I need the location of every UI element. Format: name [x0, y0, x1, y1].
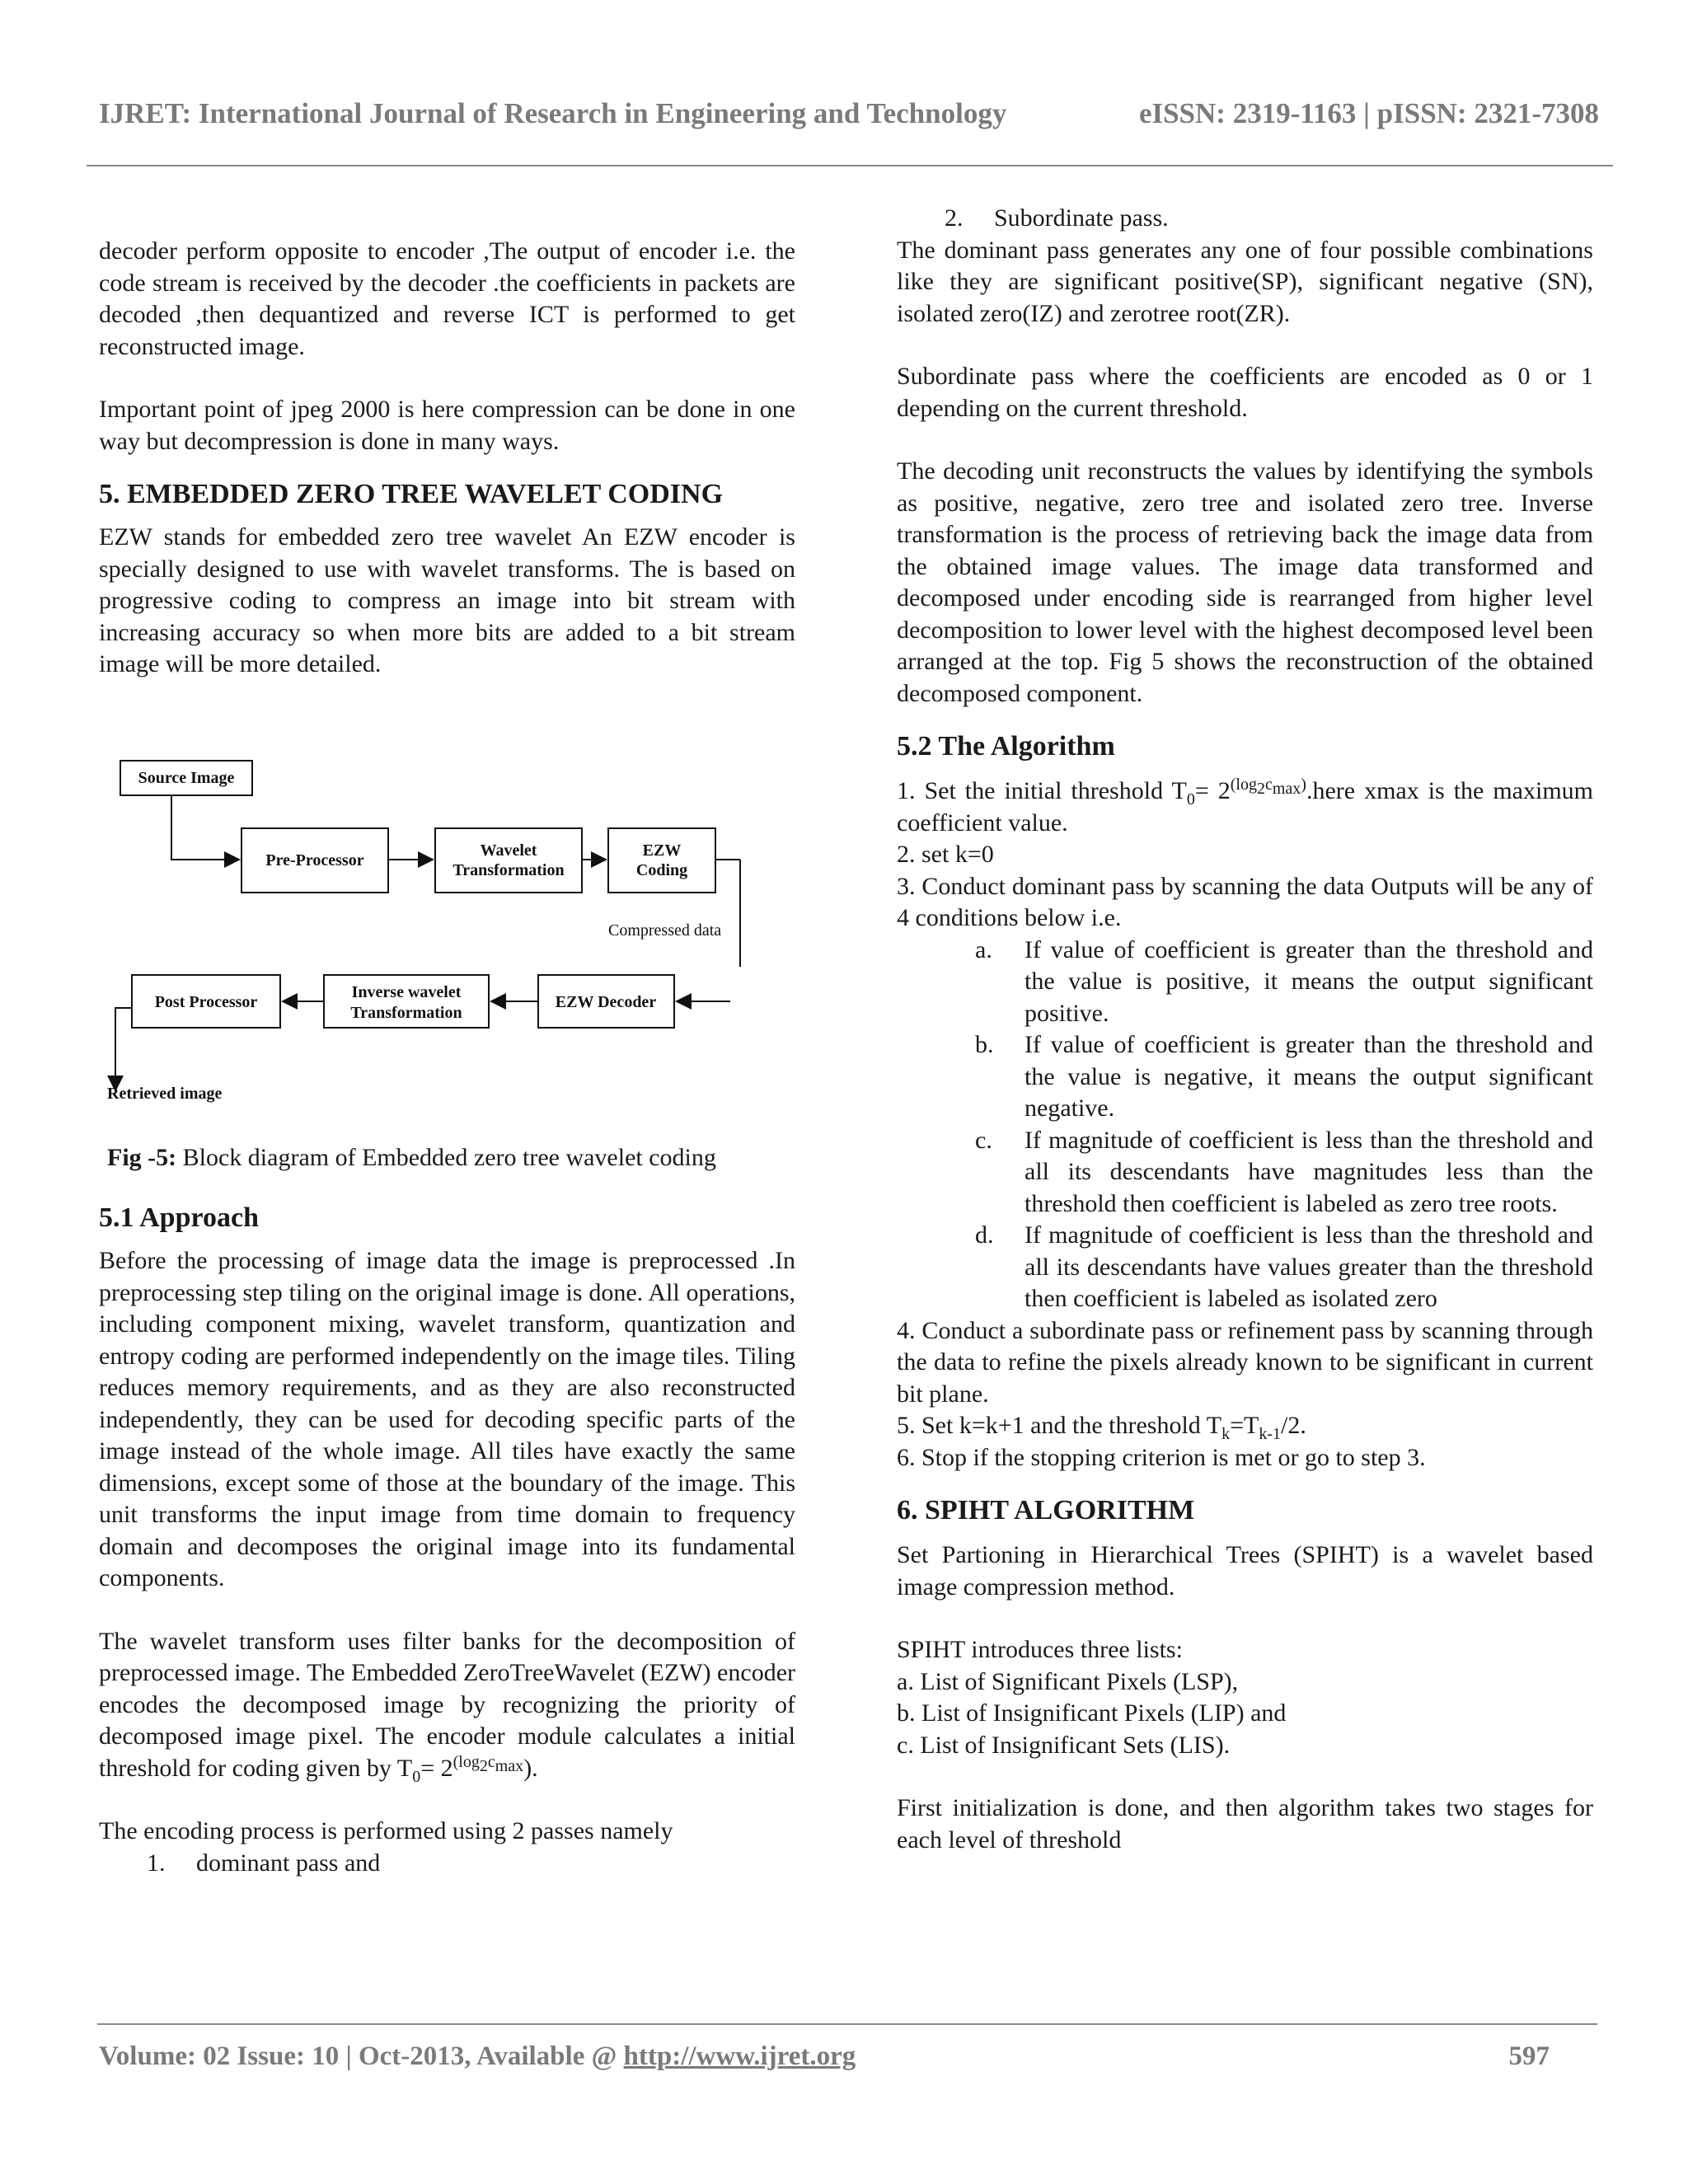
- left-column-top: [99, 236, 795, 681]
- list-item: 2. Subordinate pass.: [945, 204, 1169, 232]
- journal-title: IJRET: International Journal of Research in Engineering and Technology: [99, 97, 1007, 129]
- paragraph: Set Partioning in Hierarchical Trees (SPIHT) is a wavelet based image compression method.: [897, 1541, 1593, 1601]
- condition-item: a. If value of coefficient is greater than the threshold and the value is positive, it means the output significant positive.: [975, 935, 1593, 1027]
- wavelet-box: [435, 828, 582, 893]
- section-heading: 6. SPIHT ALGORITHM: [897, 1495, 1195, 1526]
- paragraph: Before the processing of image data the image is preprocessed .In preprocessing step tiling on the original image is done. All operations, including component mixing, wavelet transform, quantization and entropy coding are performed independently on the image tiles. Tiling reduces memory requirements, and as they are also reconstructed independently, they can be used for decoding specific parts of the image instead of the whole image. All tiles have exactly the same dimensions, except some of those at the boundary of the image. This unit transforms the input image from time domain to frequency domain and decomposes the original image into its fundamental components.: [99, 1247, 795, 1591]
- source-image-label: Source Image: [138, 769, 235, 787]
- post-processor-label: Post Processor: [154, 993, 258, 1011]
- inverse-label-1: Inverse wavelet: [351, 983, 462, 1001]
- condition-item: c. If magnitude of coefficient is less than the threshold and all its descendants have magnitudes less than the threshold then coefficient is labeled as zero tree roots.: [975, 1126, 1593, 1217]
- paragraph: The decoding unit reconstructs the values by identifying the symbols as positive, negative, zero tree and isolated zero tree. Inverse transformation is the process of retrieving back the image data from the obtained image values. The image data transformed and decomposed under encoding side is rearranged from higher level decomposition to lower level with the highest decomposed level been arranged at the top. Fig 5 shows the reconstruction of the obtained decomposed component.: [897, 457, 1593, 707]
- left-column-bottom: [99, 1201, 795, 1879]
- figure-caption: [107, 1144, 716, 1172]
- retrieved-image-label: Retrieved image: [107, 1085, 223, 1103]
- running-footer: [99, 2041, 1550, 2072]
- header-rule: [87, 165, 1613, 166]
- condition-item: d. If magnitude of coefficient is less than the threshold and all its descendants have values greater than the threshold then coefficient is labeled as isolated zero: [975, 1221, 1593, 1312]
- algorithm-step: 4. Conduct a subordinate pass or refinement pass by scanning through the data to refine the pixels already known to be significant in current bit plane.: [897, 1316, 1593, 1408]
- paragraph: Important point of jpeg 2000 is here compression can be done in one way but decompression is done in many ways.: [99, 396, 795, 455]
- list-line: a. List of Significant Pixels (LSP),: [897, 1667, 1239, 1695]
- caption-text: Block diagram of Embedded zero tree wavelet coding: [176, 1144, 716, 1171]
- inverse-label-2: Transformation: [350, 1004, 462, 1022]
- ezw-coding-box: [608, 828, 715, 893]
- arrow-post-to-retrieved: [115, 1008, 132, 1090]
- paragraph: The encoding process is performed using 2 passes namely: [99, 1817, 673, 1844]
- paragraph: decoder perform opposite to encoder ,The output of encoder i.e. the code stream is received by the decoder .the coefficients in packets are decoded ,then dequantized and reverse ICT is performed to get reconstructed image.: [99, 237, 795, 360]
- subsection-heading: 5.1 Approach: [99, 1202, 259, 1233]
- paragraph: The dominant pass generates any one of four possible combinations like they are significant positive(SP), significant negative (SN), isolated zero(IZ) and zerotree root(ZR).: [897, 236, 1593, 327]
- volume-info: Volume: 02 Issue: 10 | Oct-2013, Available @: [99, 2041, 624, 2071]
- algorithm-step: 3. Conduct dominant pass by scanning the data Outputs will be any of 4 conditions below i.e.: [897, 872, 1593, 931]
- wavelet-label-2: Transformation: [452, 861, 565, 879]
- section-heading: 5. EMBEDDED ZERO TREE WAVELET CODING: [99, 479, 724, 509]
- paragraph: Subordinate pass where the coefficients are encoded as 0 or 1 depending on the current threshold.: [897, 363, 1593, 422]
- running-header: [99, 97, 1599, 130]
- paragraph: SPIHT introduces three lists:: [897, 1636, 1183, 1663]
- pre-processor-label: Pre-Processor: [265, 851, 364, 869]
- ezw-label-2: Coding: [635, 861, 688, 879]
- paragraph: First initialization is done, and then algorithm takes two stages for each level of threshold: [897, 1794, 1593, 1854]
- paragraph: The wavelet transform uses filter banks for the decomposition of preprocessed image. The Embedded ZeroTreeWavelet (EZW) encoder encodes the decomposed image by recognizing the priority of decomposed image pixel. The encoder module calculates a initial threshold for coding given by $T_0= 2^{(log_2c_{max}}$).: [99, 1627, 795, 1786]
- ezw-label-1: EZW: [642, 841, 682, 860]
- wavelet-label-1: Wavelet: [480, 841, 537, 860]
- algorithm-step: 1. Set the initial threshold $T_0=$ $2^{(log_2c_{max})}.here$ xmax is the maximum coefficient value.: [897, 776, 1593, 837]
- caption-label: Fig -5:: [107, 1144, 177, 1171]
- algorithm-step: 2. set k=0: [897, 841, 994, 868]
- compressed-data-label: Compressed data: [608, 921, 722, 940]
- journal-link[interactable]: http://www.ijret.org: [623, 2041, 856, 2071]
- condition-item: b. If value of coefficient is greater than the threshold and the value is negative, it means the output significant negative.: [975, 1031, 1593, 1122]
- issn: eISSN: 2319-1163 | pISSN: 2321-7308: [1138, 97, 1599, 129]
- subsection-heading: 5.2 The Algorithm: [897, 731, 1115, 762]
- block-diagram: [97, 746, 773, 1108]
- right-column: [897, 203, 1593, 1856]
- arrow-source-to-pre: [171, 795, 239, 860]
- footer-rule: [97, 2023, 1597, 2025]
- paragraph: EZW stands for embedded zero tree wavelet An EZW encoder is specially designed to use with wavelet transforms. The is based on progressive coding to compress an image into bit stream with increasing accuracy so when more bits are added to a bit stream image will be more detailed.: [99, 523, 795, 677]
- algorithm-step: 6. Stop if the stopping criterion is met or go to step 3.: [897, 1443, 1426, 1471]
- list-line: b. List of Insignificant Pixels (LIP) and: [897, 1699, 1287, 1727]
- page-number: 597: [1508, 2041, 1550, 2071]
- ezw-decoder-label: EZW Decoder: [555, 993, 657, 1011]
- list-line: c. List of Insignificant Sets (LIS).: [897, 1731, 1231, 1759]
- algorithm-step: 5. Set k=k+1 and the threshold $T_k=T_{k-1}/2$.: [897, 1412, 1306, 1443]
- list-item: 1. dominant pass and: [147, 1849, 381, 1877]
